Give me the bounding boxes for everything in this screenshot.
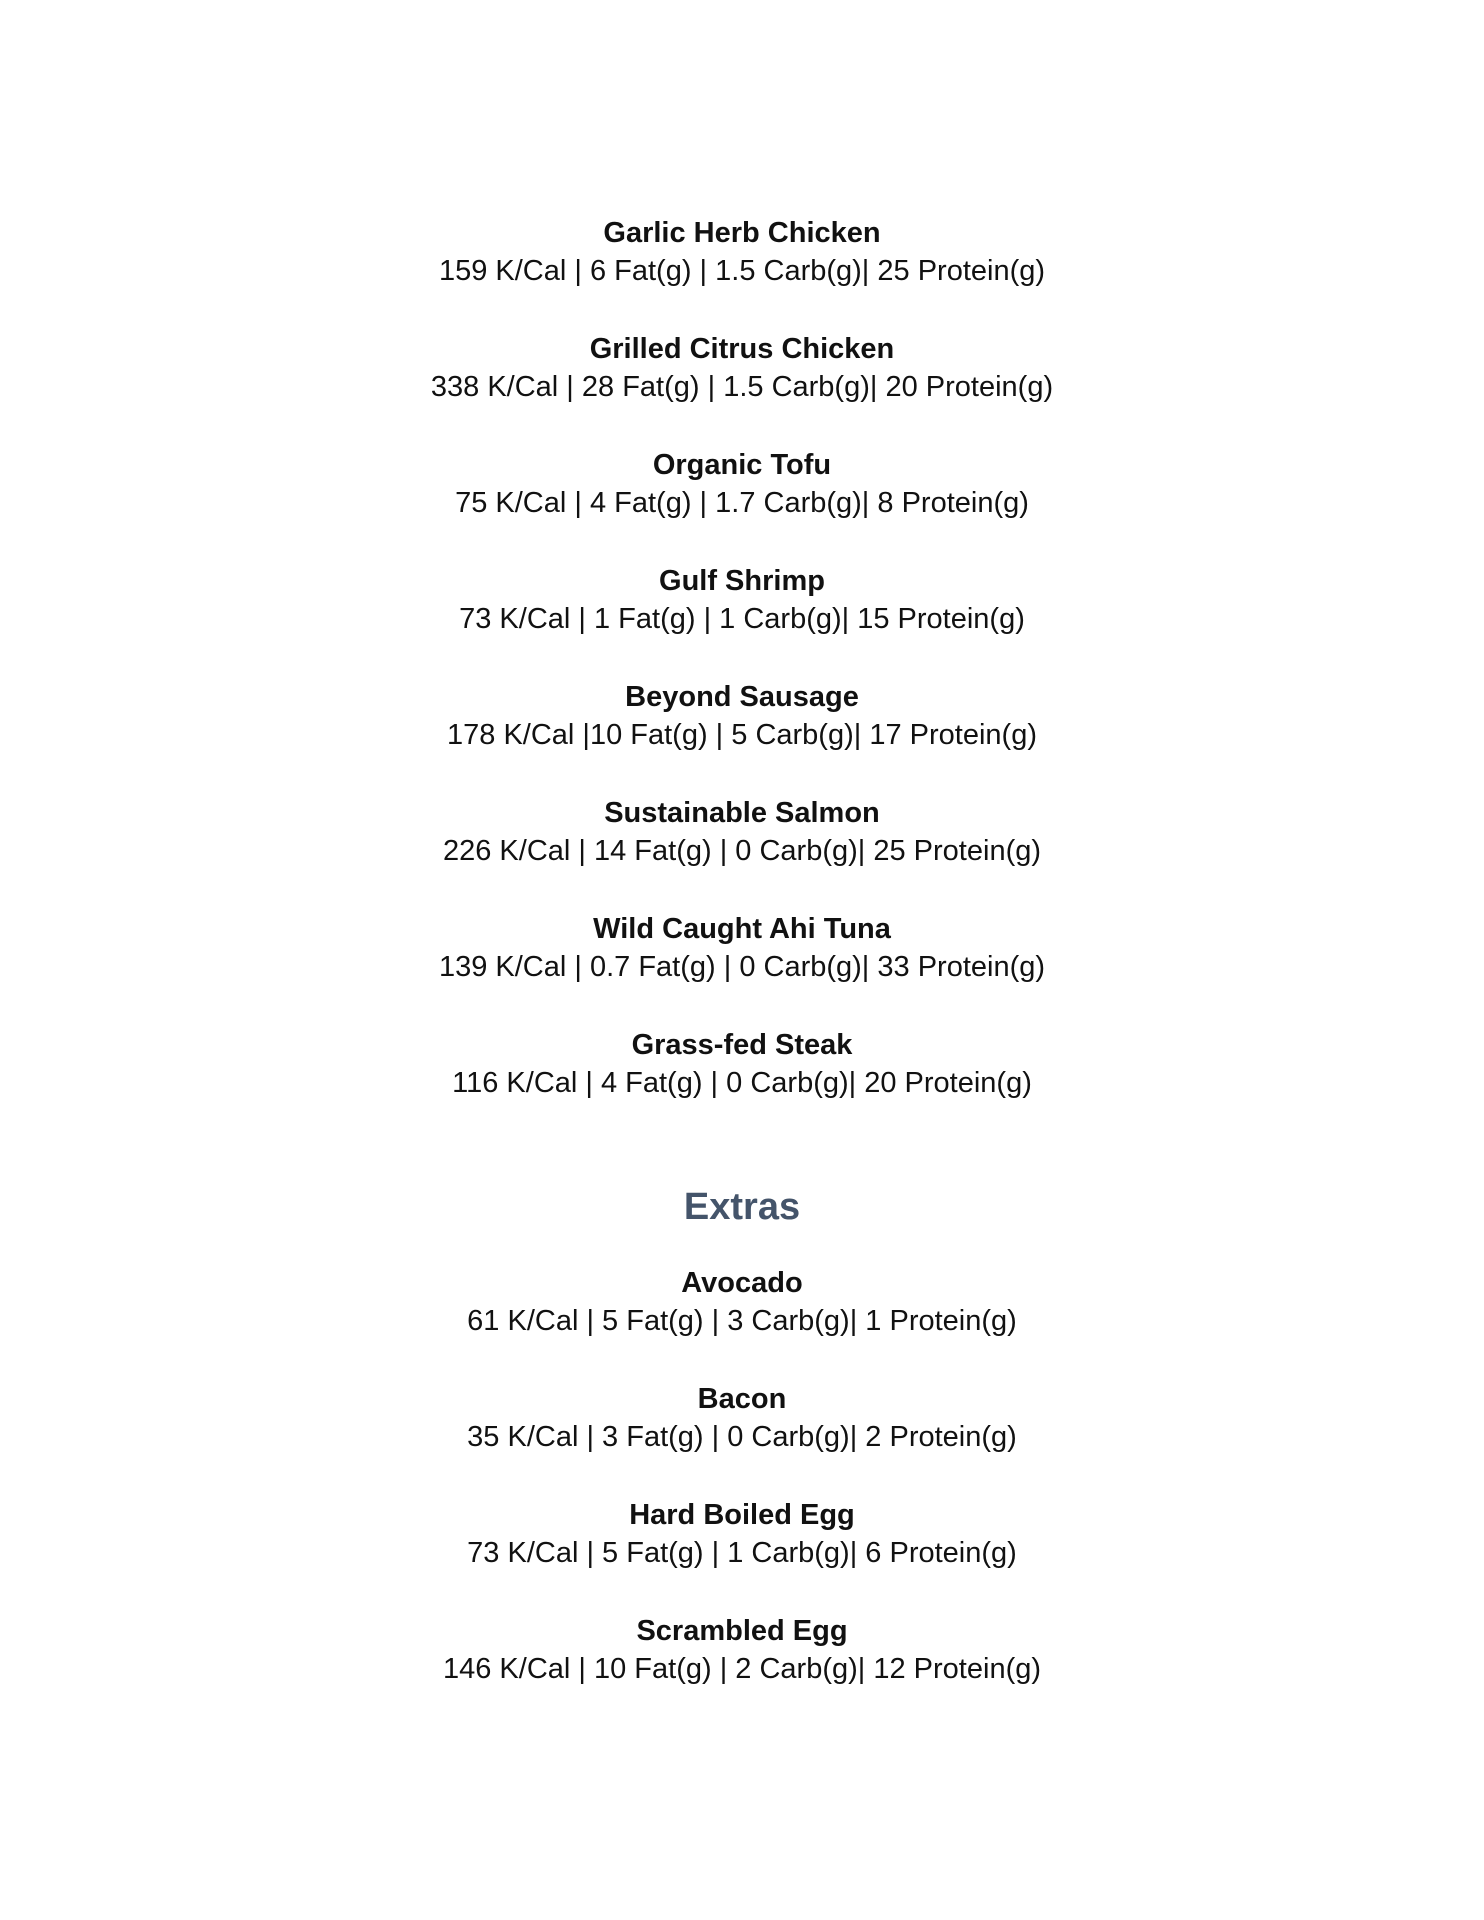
item-name: Beyond Sausage [625, 681, 859, 713]
item-nutrition: 61 K/Cal | 5 Fat(g) | 3 Carb(g)| 1 Protein(g) [467, 1305, 1017, 1337]
protein-item [0, 446, 1484, 522]
protein-item [0, 214, 1484, 290]
item-name: Bacon [697, 1383, 787, 1415]
protein-item [0, 678, 1484, 754]
extras-heading: Extras [683, 1186, 801, 1228]
extra-item [0, 1496, 1484, 1572]
item-name: Hard Boiled Egg [629, 1499, 855, 1531]
item-nutrition: 35 K/Cal | 3 Fat(g) | 0 Carb(g)| 2 Protein(g) [467, 1421, 1017, 1453]
item-nutrition: 226 K/Cal | 14 Fat(g) | 0 Carb(g)| 25 Protein(g) [442, 835, 1042, 867]
item-nutrition: 159 K/Cal | 6 Fat(g) | 1.5 Carb(g)| 25 Protein(g) [438, 255, 1046, 287]
protein-item [0, 1026, 1484, 1102]
item-name: Scrambled Egg [636, 1615, 848, 1647]
item-name: Avocado [681, 1267, 803, 1299]
item-nutrition: 338 K/Cal | 28 Fat(g) | 1.5 Carb(g)| 20 Protein(g) [430, 371, 1054, 403]
item-name: Organic Tofu [652, 449, 832, 481]
item-nutrition: 139 K/Cal | 0.7 Fat(g) | 0 Carb(g)| 33 Protein(g) [438, 951, 1046, 983]
item-nutrition: 116 K/Cal | 4 Fat(g) | 0 Carb(g)| 20 Protein(g) [452, 1067, 1032, 1099]
item-name: Garlic Herb Chicken [603, 217, 881, 249]
item-name: Grass-fed Steak [631, 1029, 853, 1061]
protein-item [0, 330, 1484, 406]
item-name: Grilled Citrus Chicken [589, 333, 895, 365]
item-nutrition: 75 K/Cal | 4 Fat(g) | 1.7 Carb(g)| 8 Protein(g) [455, 487, 1029, 519]
protein-item [0, 794, 1484, 870]
item-nutrition: 73 K/Cal | 1 Fat(g) | 1 Carb(g)| 15 Protein(g) [459, 603, 1025, 635]
item-name: Gulf Shrimp [659, 565, 825, 597]
protein-item [0, 910, 1484, 986]
item-nutrition: 178 K/Cal |10 Fat(g) | 5 Carb(g)| 17 Protein(g) [447, 719, 1037, 751]
item-nutrition: 146 K/Cal | 10 Fat(g) | 2 Carb(g)| 12 Protein(g) [442, 1653, 1042, 1685]
extra-item [0, 1612, 1484, 1688]
extra-item [0, 1380, 1484, 1456]
item-nutrition: 73 K/Cal | 5 Fat(g) | 1 Carb(g)| 6 Protein(g) [467, 1537, 1017, 1569]
extra-item [0, 1264, 1484, 1340]
item-name: Wild Caught Ahi Tuna [593, 913, 891, 945]
item-name: Sustainable Salmon [604, 797, 880, 829]
protein-item [0, 562, 1484, 638]
